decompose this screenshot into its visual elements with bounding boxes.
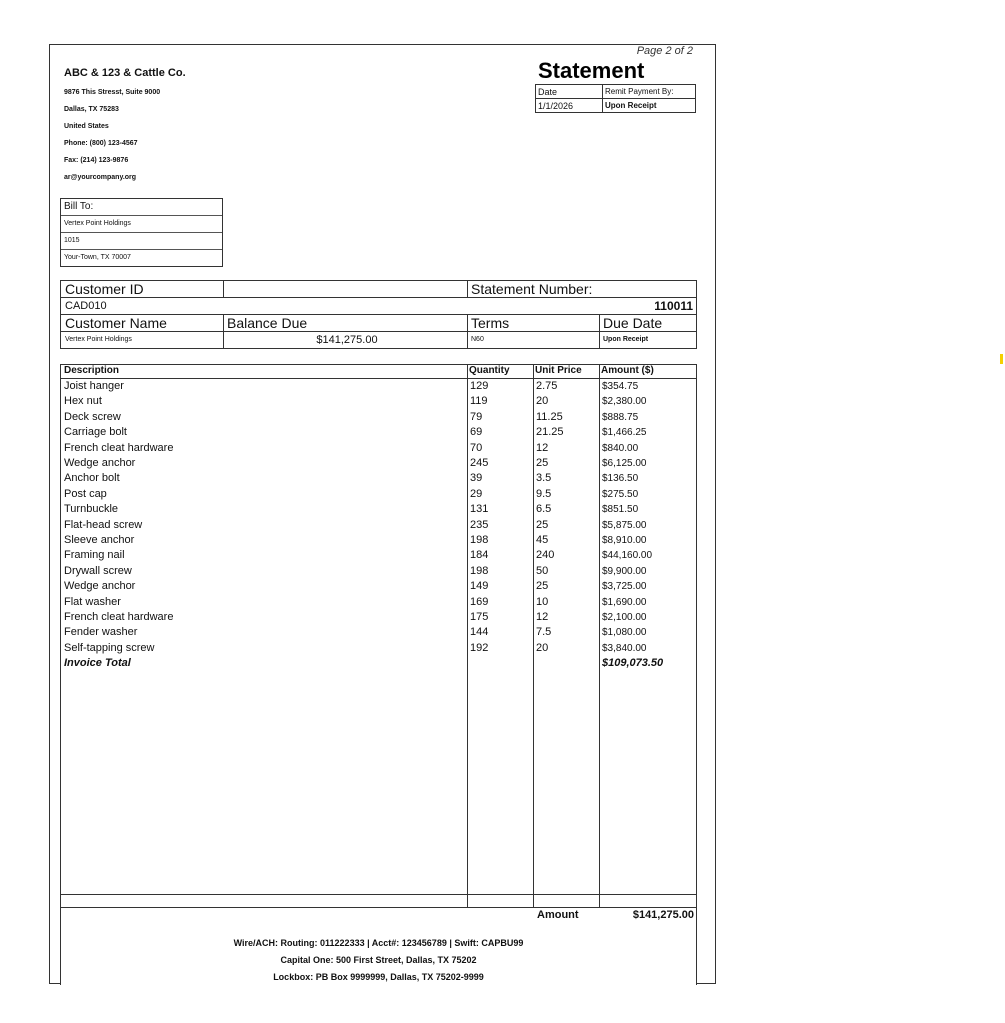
item-quantity: 29: [470, 487, 483, 500]
header-amount: Amount ($): [601, 365, 654, 376]
table-row: [61, 487, 696, 502]
amount-section: [60, 907, 697, 985]
item-unit-price: 12: [536, 611, 549, 623]
item-quantity: 39: [470, 472, 483, 485]
lockbox-address: Lockbox: PB Box 9999999, Dallas, TX 75202-9999: [273, 972, 484, 982]
item-amount: $9,900.00: [602, 565, 647, 577]
item-unit-price: 50: [536, 564, 549, 577]
bill-to-label: Bill To:: [61, 199, 222, 216]
table-row: [61, 533, 696, 548]
balance-due-label: Balance Due: [227, 315, 308, 331]
item-description: French cleat hardware: [64, 441, 174, 454]
company-address-line: 9876 This Stresst, Suite 9000: [64, 89, 161, 96]
table-row: [61, 625, 696, 640]
item-description: Deck screw: [64, 410, 121, 423]
item-quantity: 192: [470, 641, 489, 654]
item-description: Self-tapping screw: [64, 641, 155, 654]
item-amount: $1,466.25: [602, 427, 647, 439]
bill-to-line: Your-Town, TX 70007: [64, 254, 131, 261]
item-unit-price: 20: [536, 641, 549, 654]
company-address-line: United States: [64, 123, 109, 130]
item-description: Sleeve anchor: [64, 534, 135, 546]
date-box: [535, 84, 696, 113]
statement-page: [49, 44, 716, 984]
item-description: Flat-head screw: [64, 518, 143, 531]
item-description: Wedge anchor: [64, 580, 136, 593]
table-row: [61, 379, 696, 394]
amount-value: $141,275.00: [632, 909, 694, 921]
item-description: Fender washer: [64, 626, 138, 639]
bill-to-line: Vertex Point Holdings: [61, 216, 222, 233]
item-description: French cleat hardware: [64, 611, 174, 623]
table-row: [61, 564, 696, 579]
item-unit-price: 6.5: [536, 503, 552, 516]
item-amount: $1,690.00: [602, 596, 647, 608]
line-items-table: [60, 364, 697, 936]
item-unit-price: 12: [536, 441, 549, 454]
highlight-marker: [1000, 354, 1003, 364]
item-unit-price: 45: [536, 534, 549, 546]
item-amount: $275.50: [602, 488, 639, 500]
customer-name-value: Vertex Point Holdings: [65, 336, 132, 343]
item-description: Drywall screw: [64, 564, 132, 577]
customer-id-label: Customer ID: [65, 281, 144, 297]
divider: [61, 297, 696, 298]
due-date-label: Due Date: [603, 315, 663, 331]
invoice-total-value: $109,073.50: [602, 657, 664, 670]
item-amount: $44,160.00: [602, 550, 653, 562]
table-row: [61, 502, 696, 517]
invoice-total-row: [61, 656, 696, 671]
statement-number-label: Statement Number:: [471, 281, 593, 297]
invoice-total-label: Invoice Total: [64, 657, 131, 670]
table-row: [61, 595, 696, 610]
table-header: [61, 365, 696, 379]
item-amount: $851.50: [602, 504, 639, 516]
item-quantity: 198: [470, 534, 489, 546]
item-quantity: 235: [470, 518, 489, 531]
date-label: Date: [536, 85, 603, 99]
amount-label: Amount: [537, 909, 579, 921]
company-phone: Phone: (800) 123-4567: [64, 140, 138, 147]
item-unit-price: 240: [536, 549, 555, 562]
customer-name-label: Customer Name: [65, 315, 167, 331]
table-row: [61, 641, 696, 656]
balance-due-value: $141,275.00: [316, 334, 378, 346]
table-row: [61, 548, 696, 563]
table-row: [61, 425, 696, 440]
customer-info-grid: [60, 280, 697, 349]
bill-to-line: 1015: [61, 233, 222, 250]
item-quantity: 245: [470, 457, 489, 469]
header-unit-price: Unit Price: [535, 365, 582, 376]
item-quantity: 175: [470, 611, 489, 623]
date-value: 1/1/2026: [536, 99, 603, 113]
item-description: Flat washer: [64, 595, 121, 608]
table-row: [61, 410, 696, 425]
item-description: Wedge anchor: [64, 457, 136, 469]
table-row: [61, 394, 696, 409]
item-quantity: 184: [470, 549, 489, 562]
header-description: Description: [64, 365, 120, 376]
item-unit-price: 11.25: [536, 410, 563, 423]
item-quantity: 149: [470, 580, 489, 593]
table-row: [61, 610, 696, 625]
item-description: Carriage bolt: [64, 426, 127, 439]
table-row: [61, 441, 696, 456]
item-amount: $354.75: [602, 381, 639, 392]
item-quantity: 70: [470, 441, 483, 454]
terms-label: Terms: [471, 315, 510, 331]
item-quantity: 169: [470, 595, 489, 608]
divider: [61, 894, 696, 895]
table-row: [61, 471, 696, 486]
item-unit-price: 21.25: [536, 426, 564, 439]
statement-title: Statement: [538, 58, 645, 83]
page-number: Page 2 of 2: [636, 45, 693, 57]
item-amount: $2,380.00: [602, 396, 647, 408]
divider: [223, 281, 224, 297]
item-quantity: 69: [470, 426, 483, 439]
terms-value: N60: [471, 336, 484, 343]
item-quantity: 79: [470, 410, 483, 423]
statement-number-value: 110011: [654, 299, 693, 313]
remit-value: Upon Receipt: [603, 99, 696, 113]
company-fax: Fax: (214) 123-9876: [64, 157, 129, 164]
item-amount: $2,100.00: [602, 612, 647, 623]
item-description: Joist hanger: [64, 380, 124, 392]
header-quantity: Quantity: [469, 365, 510, 376]
item-unit-price: 25: [536, 580, 549, 593]
item-amount: $8,910.00: [602, 535, 647, 546]
item-unit-price: 7.5: [536, 626, 552, 639]
company-address-line: Dallas, TX 75283: [64, 106, 119, 113]
item-quantity: 131: [470, 503, 489, 516]
table-row: [61, 456, 696, 471]
customer-id-value: CAD010: [65, 300, 107, 312]
due-date-value: Upon Receipt: [603, 336, 649, 343]
item-amount: $1,080.00: [602, 627, 647, 639]
bill-to-box: [60, 198, 223, 267]
item-description: Anchor bolt: [64, 472, 120, 485]
company-name: ABC & 123 & Cattle Co.: [64, 67, 186, 79]
item-description: Turnbuckle: [64, 503, 119, 516]
item-unit-price: 9.5: [536, 487, 552, 500]
item-description: Hex nut: [64, 395, 102, 408]
wire-ach-info: Wire/ACH: Routing: 011222333 | Acct#: 123456789 | Swift: CAPBU99: [233, 938, 524, 948]
item-amount: $136.50: [602, 473, 639, 485]
item-amount: $3,725.00: [602, 581, 647, 593]
item-amount: $6,125.00: [602, 458, 647, 469]
item-unit-price: 3.5: [536, 472, 552, 485]
item-amount: $3,840.00: [602, 642, 647, 654]
table-row: [61, 518, 696, 533]
item-quantity: 129: [470, 380, 489, 392]
bank-address: Capital One: 500 First Street, Dallas, TX 75202: [280, 955, 477, 965]
item-unit-price: 20: [536, 395, 549, 408]
item-unit-price: 2.75: [536, 380, 558, 392]
remit-label: Remit Payment By:: [603, 85, 696, 99]
item-unit-price: 10: [536, 595, 549, 608]
divider: [60, 907, 697, 908]
item-description: Framing nail: [64, 549, 125, 562]
item-quantity: 198: [470, 564, 489, 577]
item-quantity: 144: [470, 626, 489, 639]
item-amount: $840.00: [602, 442, 639, 454]
item-unit-price: 25: [536, 457, 549, 469]
table-row: [61, 579, 696, 594]
item-amount: $888.75: [602, 411, 639, 423]
company-email: ar@yourcompany.org: [64, 174, 137, 181]
item-unit-price: 25: [536, 518, 549, 531]
item-amount: $5,875.00: [602, 519, 647, 531]
item-description: Post cap: [64, 487, 107, 500]
item-quantity: 119: [470, 395, 488, 408]
